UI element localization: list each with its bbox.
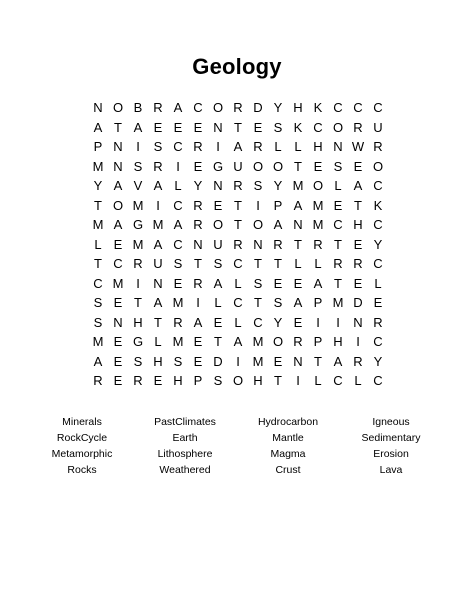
grid-letter: R (233, 178, 243, 193)
grid-letter: O (332, 119, 344, 135)
grid-letter: S (253, 178, 263, 193)
grid-letter: N (253, 236, 263, 252)
grid-letter: K (373, 197, 383, 213)
grid-letter: A (293, 197, 303, 213)
grid-letter: C (373, 373, 383, 388)
grid-row (88, 293, 388, 313)
grid-row (88, 176, 388, 196)
grid-letter: O (252, 158, 264, 174)
grid-letter: S (253, 275, 263, 291)
grid-letter: R (353, 353, 363, 369)
grid-letter: M (92, 158, 104, 174)
grid-letter: R (373, 314, 383, 330)
grid-letter: S (93, 295, 103, 310)
grid-letter: R (233, 236, 243, 252)
grid-letter: E (113, 353, 123, 369)
grid-letter: O (232, 373, 244, 388)
grid-letter: C (373, 256, 383, 271)
grid-letter: C (173, 197, 183, 213)
grid-letter: M (312, 197, 324, 213)
grid-letter: O (252, 217, 264, 232)
grid-letter: N (293, 353, 303, 369)
grid-letter: E (293, 275, 303, 291)
grid-letter: A (233, 334, 243, 349)
grid-letter: N (193, 236, 203, 252)
grid-letter: G (132, 217, 144, 232)
grid-letter: T (354, 197, 362, 213)
grid-letter: R (133, 256, 143, 271)
grid-letter: E (353, 158, 363, 174)
grid-letter: L (234, 314, 242, 330)
grid-letter: E (173, 275, 183, 291)
grid-letter: L (374, 275, 382, 291)
word-bank-row (0, 462, 474, 478)
grid-letter: C (173, 139, 183, 154)
grid-letter: U (213, 236, 223, 252)
grid-letter: H (253, 373, 263, 388)
grid-letter: N (293, 217, 303, 232)
word-bank-row (0, 446, 474, 462)
grid-letter: I (176, 158, 180, 174)
grid-letter: S (93, 314, 103, 330)
grid-letter: A (153, 236, 163, 252)
grid-letter: T (134, 295, 142, 310)
word-bank-item: PastClimates (154, 416, 216, 428)
grid-letter: N (113, 158, 123, 174)
grid-letter: Y (273, 178, 283, 193)
grid-letter: R (153, 100, 163, 115)
grid-letter: K (313, 100, 323, 115)
grid-letter: O (372, 158, 384, 174)
grid-letter: Y (373, 236, 383, 252)
grid-letter: E (113, 373, 123, 388)
grid-letter: M (172, 295, 184, 310)
word-bank (0, 414, 474, 478)
grid-letter: A (233, 139, 243, 154)
grid-row (88, 254, 388, 274)
grid-letter: E (373, 295, 383, 310)
grid-letter: M (92, 217, 104, 232)
word-bank-item: Lava (379, 464, 403, 476)
grid-letter: N (153, 275, 163, 291)
grid-letter: U (153, 256, 163, 271)
grid-letter: C (113, 256, 123, 271)
grid-letter: A (113, 217, 123, 232)
grid-letter: A (93, 353, 103, 369)
grid-letter: I (136, 275, 140, 291)
grid-letter: L (314, 256, 322, 271)
grid-letter: T (314, 353, 322, 369)
grid-letter: C (253, 314, 263, 330)
grid-letter: R (353, 256, 363, 271)
grid-letter: O (112, 197, 124, 213)
grid-letter: M (132, 236, 144, 252)
grid-letter: N (353, 314, 363, 330)
grid-letter: G (212, 158, 224, 174)
grid-letter: O (212, 217, 224, 232)
grid-letter: R (313, 236, 323, 252)
word-bank-item: Magma (270, 448, 306, 460)
grid-letter: T (334, 275, 342, 291)
grid-letter: E (333, 197, 343, 213)
grid-letter: S (333, 158, 343, 174)
grid-letter: N (213, 178, 223, 193)
grid-letter: Y (373, 353, 383, 369)
grid-letter: T (154, 314, 162, 330)
word-bank-item: Minerals (62, 416, 102, 428)
grid-row (88, 371, 388, 391)
grid-letter: C (173, 236, 183, 252)
grid-letter: R (173, 314, 183, 330)
grid-letter: I (336, 314, 340, 330)
grid-letter: N (93, 100, 103, 115)
grid-letter: C (233, 295, 243, 310)
grid-letter: S (273, 119, 283, 135)
grid-letter: M (132, 197, 144, 213)
grid-letter: S (173, 256, 183, 271)
grid-letter: H (153, 353, 163, 369)
grid-letter: T (234, 119, 242, 135)
grid-letter: O (272, 334, 284, 349)
grid-letter: E (193, 158, 203, 174)
grid-letter: A (293, 295, 303, 310)
grid-letter: M (172, 334, 184, 349)
grid-letter: A (213, 275, 223, 291)
grid-letter: M (92, 334, 104, 349)
grid-letter: S (133, 158, 143, 174)
grid-letter: H (293, 100, 303, 115)
grid-letter: I (316, 314, 320, 330)
grid-letter: C (193, 100, 203, 115)
grid-letter: H (133, 314, 143, 330)
grid-letter: R (353, 119, 363, 135)
grid-letter: R (333, 256, 343, 271)
grid-letter: C (93, 275, 103, 291)
grid-letter: Y (93, 178, 103, 193)
grid-letter: A (133, 119, 143, 135)
grid-letter: T (294, 158, 302, 174)
grid-letter: T (254, 256, 262, 271)
grid-letter: Y (193, 178, 203, 193)
grid-row (88, 235, 388, 255)
grid-letter: T (274, 373, 282, 388)
grid-letter: E (353, 236, 363, 252)
grid-letter: A (153, 178, 163, 193)
grid-letter: E (193, 119, 203, 135)
grid-letter: E (173, 119, 183, 135)
grid-letter: L (294, 256, 302, 271)
grid-letter: T (194, 256, 202, 271)
word-bank-item: Weathered (159, 464, 211, 476)
grid-letter: O (112, 100, 124, 115)
grid-letter: T (254, 295, 262, 310)
grid-letter: L (154, 334, 162, 349)
grid-letter: B (133, 100, 143, 115)
page-title: Geology (192, 54, 282, 79)
grid-letter: M (252, 334, 264, 349)
word-bank-item: Lithosphere (157, 448, 213, 460)
grid-letter: A (113, 178, 123, 193)
grid-row (88, 332, 388, 352)
grid-letter: H (313, 139, 323, 154)
grid-letter: P (93, 139, 103, 154)
grid-letter: M (112, 275, 124, 291)
grid-row (88, 118, 388, 138)
grid-letter: P (193, 373, 203, 388)
grid-letter: L (234, 275, 242, 291)
grid-letter: I (256, 197, 260, 213)
grid-letter: I (296, 373, 300, 388)
grid-letter: R (153, 158, 163, 174)
grid-letter: D (253, 100, 263, 115)
grid-letter: P (313, 334, 323, 349)
grid-letter: A (93, 119, 103, 135)
grid-letter: T (94, 256, 102, 271)
grid-letter: R (193, 139, 203, 154)
grid-letter: T (294, 236, 302, 252)
grid-letter: R (373, 139, 383, 154)
grid-letter: P (273, 197, 283, 213)
word-bank-row (0, 430, 474, 446)
word-bank-item: Earth (172, 432, 198, 444)
grid-letter: I (236, 353, 240, 369)
grid-row (88, 137, 388, 157)
grid-letter: C (373, 100, 383, 115)
grid-letter: T (274, 256, 282, 271)
grid-letter: T (234, 217, 242, 232)
grid-letter: W (351, 139, 365, 154)
grid-letter: E (113, 295, 123, 310)
grid-row (88, 98, 388, 118)
grid-letter: V (133, 178, 143, 193)
grid-letter: L (94, 236, 102, 252)
word-bank-item: Rocks (67, 464, 97, 476)
grid-letter: E (153, 373, 163, 388)
grid-letter: R (293, 334, 303, 349)
grid-letter: C (333, 373, 343, 388)
grid-row (88, 157, 388, 177)
grid-letter: Y (273, 314, 283, 330)
grid-letter: A (193, 314, 203, 330)
word-bank-item: Metamorphic (51, 448, 113, 460)
grid-letter: R (273, 236, 283, 252)
grid-letter: T (114, 119, 122, 135)
grid-letter: A (173, 100, 183, 115)
grid-letter: E (193, 334, 203, 349)
grid-letter: S (133, 353, 143, 369)
word-bank-item: Sedimentary (361, 432, 421, 444)
word-bank-item: Mantle (272, 432, 304, 444)
grid-row (88, 313, 388, 333)
grid-letter: S (213, 373, 223, 388)
grid-letter: Y (273, 100, 283, 115)
grid-letter: L (334, 178, 342, 193)
grid-letter: U (373, 119, 383, 135)
grid-letter: M (332, 295, 344, 310)
grid-letter: R (133, 373, 143, 388)
grid-letter: D (213, 353, 223, 369)
grid-letter: E (353, 275, 363, 291)
grid-letter: T (234, 197, 242, 213)
grid-letter: H (333, 334, 343, 349)
grid-letter: R (233, 100, 243, 115)
grid-letter: C (373, 334, 383, 349)
grid-letter: S (273, 295, 283, 310)
word-bank-item: Hydrocarbon (257, 416, 319, 428)
grid-letter: E (213, 314, 223, 330)
grid-letter: H (173, 373, 183, 388)
grid-letter: M (152, 217, 164, 232)
grid-letter: R (93, 373, 103, 388)
grid-letter: M (252, 353, 264, 369)
grid-letter: T (214, 334, 222, 349)
grid-letter: C (233, 256, 243, 271)
grid-letter: A (173, 217, 183, 232)
grid-letter: I (216, 139, 220, 154)
grid-letter: N (213, 119, 223, 135)
grid-letter: R (193, 217, 203, 232)
grid-letter: T (334, 236, 342, 252)
grid-letter: C (353, 100, 363, 115)
grid-letter: E (313, 158, 323, 174)
grid-letter: C (373, 178, 383, 193)
grid-letter: R (253, 139, 263, 154)
grid-letter: L (274, 139, 282, 154)
grid-letter: G (132, 334, 144, 349)
grid-letter: N (113, 314, 123, 330)
grid-letter: E (113, 236, 123, 252)
grid-letter: E (153, 119, 163, 135)
grid-letter: O (312, 178, 324, 193)
grid-letter: C (373, 217, 383, 232)
grid-row (88, 274, 388, 294)
grid-letter: E (113, 334, 123, 349)
word-search-grid (88, 98, 388, 391)
grid-letter: L (314, 373, 322, 388)
word-bank-item: Crust (275, 464, 301, 476)
grid-letter: A (333, 353, 343, 369)
word-bank-item: Erosion (373, 448, 409, 460)
grid-letter: H (353, 217, 363, 232)
grid-letter: C (313, 119, 323, 135)
grid-letter: O (272, 158, 284, 174)
grid-letter: E (253, 119, 263, 135)
grid-row (88, 196, 388, 216)
word-bank-row (0, 414, 474, 430)
grid-letter: P (313, 295, 323, 310)
grid-letter: S (173, 353, 183, 369)
grid-letter: L (214, 295, 222, 310)
grid-letter: N (333, 139, 343, 154)
grid-letter: A (353, 178, 363, 193)
grid-letter: M (292, 178, 304, 193)
grid-letter: S (153, 139, 163, 154)
grid-letter: E (193, 353, 203, 369)
grid-letter: I (136, 139, 140, 154)
grid-letter: C (333, 100, 343, 115)
grid-letter: A (313, 275, 323, 291)
grid-letter: E (213, 197, 223, 213)
grid-letter: A (153, 295, 163, 310)
grid-letter: T (94, 197, 102, 213)
grid-letter: S (213, 256, 223, 271)
grid-letter: M (312, 217, 324, 232)
grid-letter: I (196, 295, 200, 310)
grid-letter: U (233, 158, 243, 174)
grid-letter: R (193, 197, 203, 213)
grid-letter: L (174, 178, 182, 193)
grid-letter: K (293, 119, 303, 135)
word-bank-item: Igneous (372, 416, 410, 428)
grid-letter: E (273, 275, 283, 291)
grid-letter: E (273, 353, 283, 369)
grid-letter: E (293, 314, 303, 330)
grid-row (88, 352, 388, 372)
grid-letter: R (193, 275, 203, 291)
grid-letter: C (333, 217, 343, 232)
grid-letter: L (294, 139, 302, 154)
grid-letter: O (212, 100, 224, 115)
grid-letter: I (356, 334, 360, 349)
grid-letter: D (353, 295, 363, 310)
grid-letter: I (156, 197, 160, 213)
word-bank-item: RockCycle (56, 432, 108, 444)
grid-row (88, 215, 388, 235)
grid-letter: A (273, 217, 283, 232)
grid-letter: N (113, 139, 123, 154)
grid-letter: L (354, 373, 362, 388)
